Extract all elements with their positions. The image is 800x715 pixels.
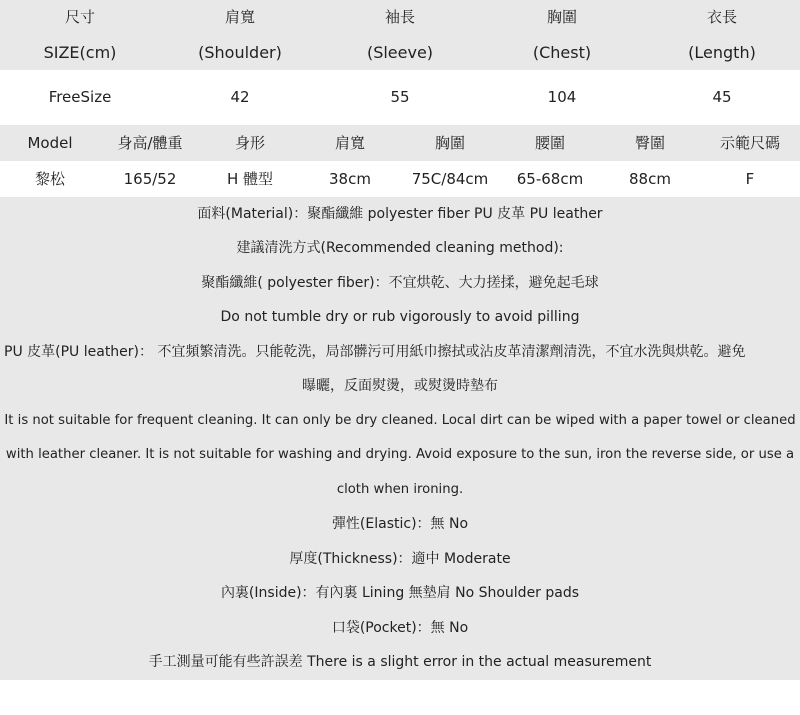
model-value-size: F (745, 170, 755, 188)
model-value-chest: 75C/84cm (411, 170, 489, 188)
model-value-height-weight: 165/52 (123, 170, 177, 188)
model-value-hip: 88cm (629, 170, 671, 188)
size-header-chest: 胸圍 (546, 8, 577, 26)
measurement-note: 手工測量可能有些許誤差 There is a slight error in the actual measurement (148, 654, 652, 670)
size-value-sleeve: 55 (390, 88, 410, 106)
size-header-length-en: (Length) (688, 43, 756, 62)
model-header-height-weight: 身高/體重 (117, 134, 183, 152)
size-value-length: 45 (712, 88, 732, 106)
polyester-care-zh: 聚酯纖維( polyester fiber)：不宜烘乾、大力搓揉，避免起毛球 (201, 275, 599, 291)
model-header-chest: 胸圍 (434, 134, 465, 152)
size-value-shoulder: 42 (230, 88, 250, 106)
size-header-shoulder: 肩寬 (224, 8, 255, 26)
size-header-sleeve: 袖長 (384, 8, 415, 26)
pu-care-en-line-2: with leather cleaner. It is not suitable for washing and drying. Avoid exposure to the sun, iron the reverse side, or use a (5, 447, 795, 462)
thickness-line: 厚度(Thickness)：適中 Moderate (289, 551, 511, 567)
model-value-body-shape: H 體型 (226, 170, 274, 188)
model-header-shoulder: 肩寬 (334, 134, 365, 152)
size-header-size: 尺寸 (64, 8, 95, 26)
size-header-zh-row (0, 0, 800, 34)
model-table-row (0, 162, 800, 196)
size-header-chest-en: (Chest) (532, 43, 592, 62)
pu-care-en-line-3: cloth when ironing. (336, 482, 464, 497)
model-header-model: Model (27, 134, 73, 152)
model-value-waist: 65-68cm (516, 170, 584, 188)
size-table-header (0, 0, 800, 70)
size-header-length: 衣長 (706, 8, 737, 26)
product-details (0, 197, 800, 680)
inside-line: 內裏(Inside)：有內裏 Lining 無墊肩 No Shoulder pads (220, 585, 580, 601)
model-header-size: 示範尺碼 (719, 134, 780, 152)
elastic-line: 彈性(Elastic)：無 No (331, 516, 469, 532)
model-header-waist: 腰圍 (534, 134, 565, 152)
model-header-body-shape: 身形 (234, 134, 265, 152)
pu-care-en-line-1: It is not suitable for frequent cleaning. It can only be dry cleaned. Local dirt can be wiped with a paper towel or cleaned (4, 413, 796, 428)
model-value-name: 黎松 (34, 170, 65, 188)
material-line: 面料(Material)：聚酯纖維 polyester fiber PU 皮革 PU leather (197, 206, 603, 222)
pocket-line: 口袋(Pocket)：無 No (331, 620, 469, 636)
model-header-hip: 臀圍 (634, 134, 665, 152)
model-table-header (0, 125, 800, 161)
cleaning-title: 建議清洗方式(Recommended cleaning method): (236, 240, 564, 256)
pu-care-zh-line-2: 曝曬，反面熨燙，或熨燙時墊布 (302, 378, 498, 394)
polyester-care-en: Do not tumble dry or rub vigorously to avoid pilling (220, 309, 580, 325)
pu-care-zh-line-1: PU 皮革(PU leather)： 不宜頻繁清洗。只能乾洗，局部髒污可用紙巾擦拭或沾皮革清潔劑清洗，不宜水洗與烘乾。避免 (4, 344, 746, 360)
size-value-size: FreeSize (48, 88, 112, 106)
size-header-sleeve-en: (Sleeve) (366, 43, 434, 62)
size-header-size-en: SIZE(cm) (43, 43, 117, 62)
size-header-shoulder-en: (Shoulder) (198, 43, 282, 62)
size-header-en-row (0, 36, 800, 70)
size-table-row (0, 80, 800, 114)
model-value-shoulder: 38cm (329, 170, 371, 188)
size-value-chest: 104 (547, 88, 577, 106)
